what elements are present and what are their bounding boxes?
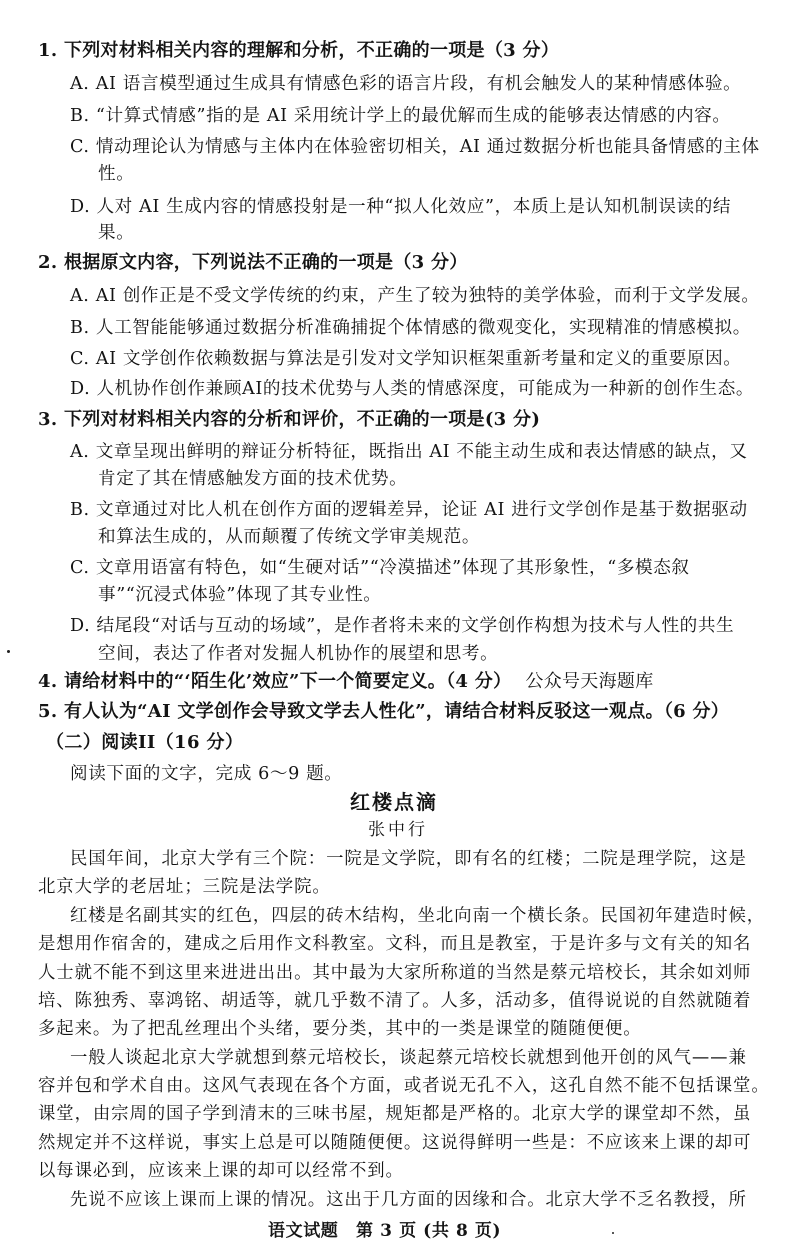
question-3-option-d: D. 结尾段“对话与互动的场域”，是作者将未来的文学创作构想为技术与人性的共生: [70, 616, 735, 636]
reading-instruction: 阅读下面的文字，完成 6～9 题。: [70, 764, 343, 784]
question-4: [38, 670, 654, 694]
article-line: 课堂，由宗周的国子学到清末的三味书屋，规矩都是严格的。北京大学的课堂却不然，虽: [38, 1104, 752, 1124]
article-author: 张中行: [368, 820, 428, 840]
article-line: 容并包和学术自由。这风气表现在各个方面，或者说无孔不入，这孔自然不能不包括课堂。: [38, 1076, 770, 1096]
article-line: 一般人谈起北京大学就想到蔡元培校长，谈起蔡元培校长就想到他开创的风气——兼: [70, 1048, 747, 1068]
question-1-option-b: B. “计算式情感”指的是 AI 采用统计学上的最优解而生成的能够表达情感的内容。: [70, 106, 731, 126]
question-3-stem: 3. 下列对材料相关内容的分析和评价，不正确的一项是(3 分): [38, 409, 541, 430]
article-line: 人士就不能不到这里来进进出出。其中最为大家所称道的当然是蔡元培校长，其余如刘师: [38, 963, 752, 983]
article-line: 多起来。为了把乱丝理出个头绪，要分类，其中的一类是课堂的随随便便。: [38, 1019, 642, 1039]
question-3-option-b: B. 文章通过对比人机在创作方面的逻辑差异，论证 AI 进行文学创作是基于数据驱动: [70, 500, 748, 520]
question-1-stem: 1. 下列对材料相关内容的理解和分析，不正确的一项是（3 分）: [38, 40, 560, 61]
section-heading: （二）阅读II（16 分）: [46, 732, 244, 753]
stray-mark: [7, 650, 10, 653]
question-1-option-a: A. AI 语言模型通过生成具有情感色彩的语言片段，有机会触发人的某种情感体验。: [70, 74, 742, 94]
page-footer: 语文试题 第 3 页 (共 8 页): [268, 1221, 502, 1241]
article-line: 培、陈独秀、辜鸿铭、胡适等，就几乎数不清了。人多，活动多，值得说说的自然就随着: [38, 991, 752, 1011]
watermark-text: 公众号天海题库: [525, 671, 654, 692]
question-3-option-b-cont: 和算法生成的，从而颠覆了传统文学审美规范。: [98, 527, 481, 547]
question-2-option-d: D. 人机协作创作兼顾AI的技术优势与人类的情感深度，可能成为一种新的创作生态。: [70, 379, 755, 399]
article-line: 北京大学的老居址；三院是法学院。: [38, 877, 331, 897]
question-2-stem: 2. 根据原文内容，下列说法不正确的一项是（3 分）: [38, 252, 468, 273]
article-line: 先说不应该上课而上课的情况。这出于几方面的因缘和合。北京大学不乏名教授，所: [70, 1190, 747, 1210]
article-line: 然规定并不这样说，事实上总是可以随随便便。这说得鲜明一些是：不应该来上课的却可: [38, 1133, 752, 1153]
question-2-option-b: B. 人工智能能够通过数据分析准确捕捉个体情感的微观变化，实现精准的情感模拟。: [70, 318, 751, 338]
question-1-option-c-cont: 性。: [98, 164, 135, 184]
question-3-option-a-cont: 肯定了其在情感触发方面的技术优势。: [98, 469, 408, 489]
question-3-option-d-cont: 空间，表达了作者对发掘人机协作的展望和思考。: [98, 644, 499, 664]
question-2-option-c: C. AI 文学创作依赖数据与算法是引发对文学知识框架重新考量和定义的重要原因。: [70, 349, 742, 369]
article-title: 红楼点滴: [350, 790, 438, 814]
article-line: 红楼是名副其实的红色，四层的砖木结构，坐北向南一个横长条。民国初年建造时候，: [70, 906, 766, 926]
question-3-option-c-cont: 事”“沉浸式体验”体现了其专业性。: [98, 585, 382, 605]
question-1-option-d: D. 人对 AI 生成内容的情感投射是一种“拟人化效应”，本质上是认知机制误读的结: [70, 197, 732, 217]
question-3-option-a: A. 文章呈现出鲜明的辩证分析特征，既指出 AI 不能主动生成和表达情感的缺点，又: [70, 442, 748, 462]
article-line: 是想用作宿舍的，建成之后用作文科教室。文科，而且是教室，于是许多与文有关的知名: [38, 934, 752, 954]
question-1-option-c: C. 情动理论认为情感与主体内在体验密切相关，AI 通过数据分析也能具备情感的主体: [70, 137, 760, 157]
question-3-option-c: C. 文章用语富有特色，如“生硬对话”“冷漠描述”体现了其形象性，“多模态叙: [70, 558, 690, 578]
question-4-text: 4. 请给材料中的“‘陌生化’效应”下一个简要定义。（4 分）: [38, 671, 512, 692]
question-5: 5. 有人认为“AI 文学创作会导致文学去人性化”，请结合材料反驳这一观点。（6 分）: [38, 701, 730, 722]
stray-mark: [612, 1232, 614, 1234]
question-2-option-a: A. AI 创作正是不受文学传统的约束，产生了较为独特的美学体验，而利于文学发展。: [70, 286, 760, 306]
article-line: 民国年间，北京大学有三个院：一院是文学院，即有名的红楼；二院是理学院，这是: [70, 849, 747, 869]
article-line: 以每课必到，应该来上课的却可以经常不到。: [38, 1161, 404, 1181]
question-1-option-d-cont: 果。: [98, 223, 135, 243]
